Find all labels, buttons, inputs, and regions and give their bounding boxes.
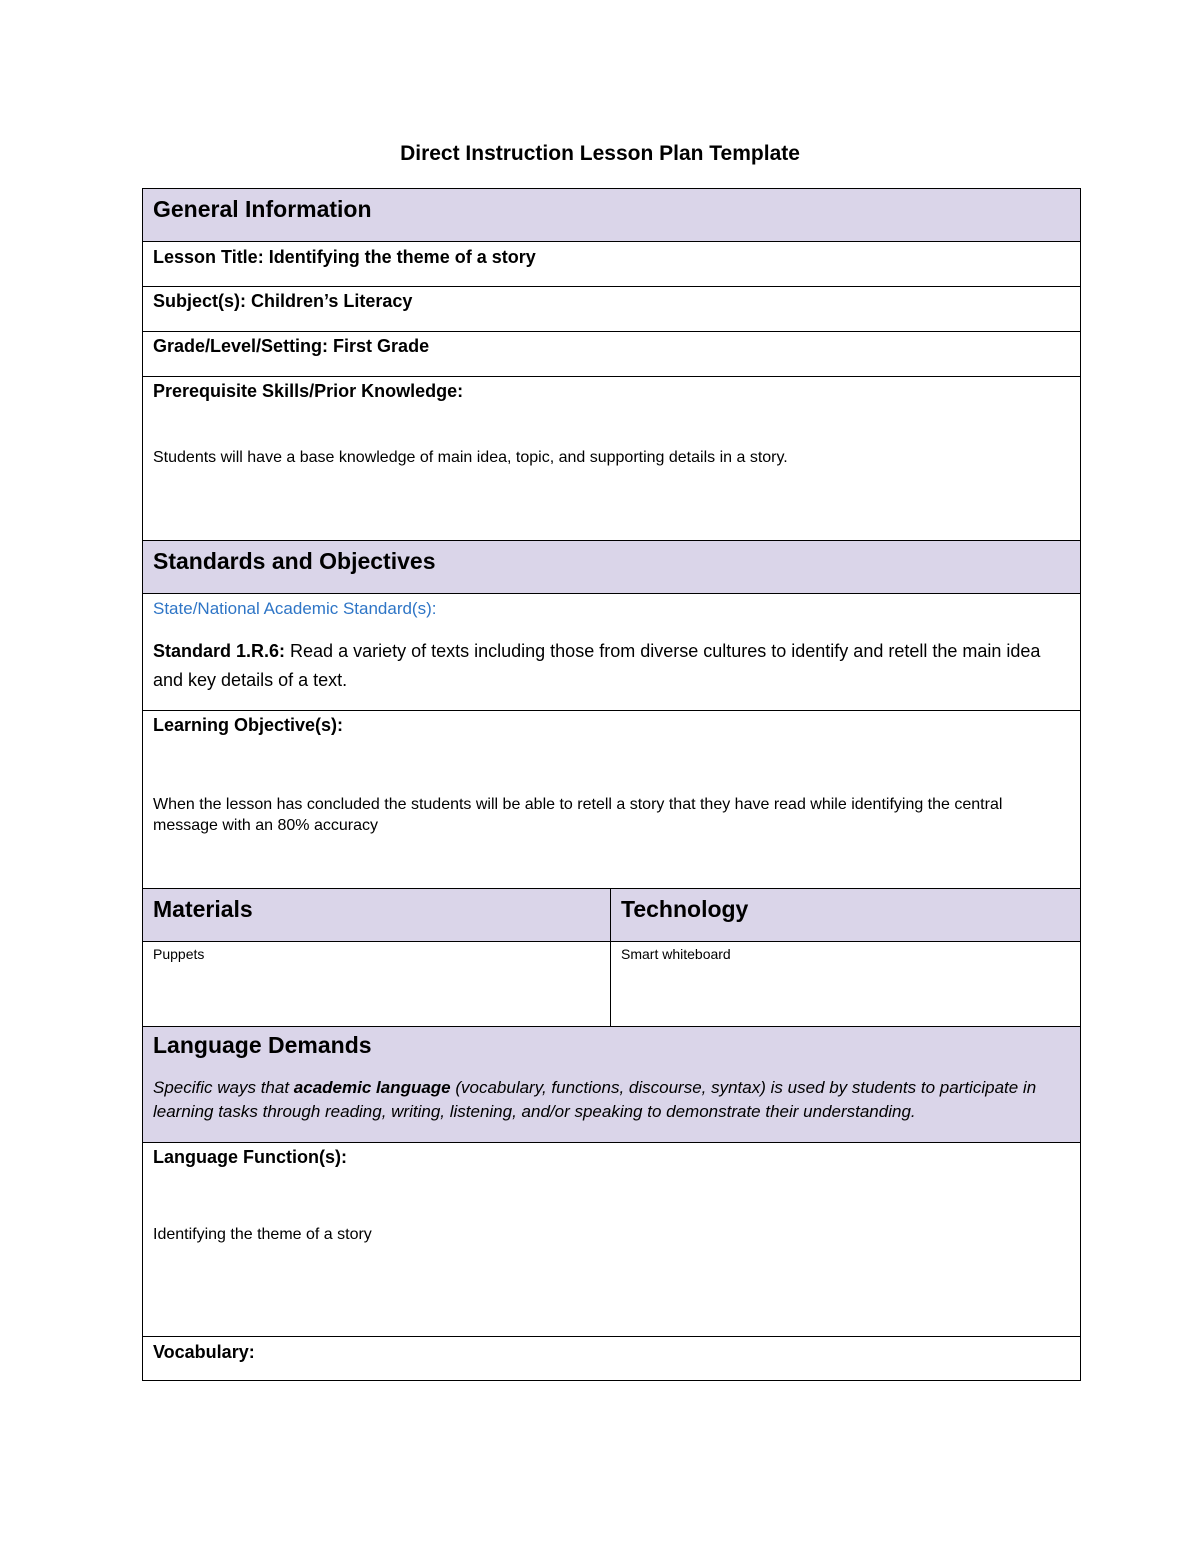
learning-objective-label: Learning Objective(s): <box>153 715 344 735</box>
resources-header-row <box>143 889 1080 942</box>
technology-header-cell <box>611 889 1080 941</box>
language-demands-title: Language Demands <box>153 1032 372 1058</box>
standard-statement <box>153 637 1068 695</box>
resources-content-row <box>143 942 1080 1027</box>
language-demands-header <box>143 1027 1080 1143</box>
learning-objective-text: When the lesson has concluded the students will be able to retell a story that they have read while identifying the central message with an 80% accuracy <box>153 796 1003 834</box>
technology-cell <box>611 942 1080 1026</box>
technology-text: Smart whiteboard <box>621 946 731 962</box>
lesson-title-row <box>143 242 1080 287</box>
lesson-plan-table <box>142 188 1081 1381</box>
materials-title: Materials <box>153 896 253 922</box>
description-start: Specific ways that <box>153 1078 294 1097</box>
academic-standard-label: State/National Academic Standard(s): <box>153 599 437 618</box>
materials-text: Puppets <box>153 946 205 962</box>
standard-code: Standard 1.R.6: <box>153 641 286 661</box>
academic-language-term: academic language <box>293 1078 451 1097</box>
lesson-title-label: Lesson Title: Identifying the theme of a story <box>153 247 536 267</box>
language-function-text: Identifying the theme of a story <box>153 1226 372 1243</box>
language-demands-description <box>153 1076 1068 1124</box>
materials-header-cell <box>143 889 611 941</box>
document-title: Direct Instruction Lesson Plan Template <box>400 142 800 165</box>
vocabulary-label: Vocabulary: <box>153 1342 255 1362</box>
description-end: (vocabulary, functions, discourse, syntax) is used by students to participate in learning tasks through reading, writing, listening, and/or speaking to demonstrate their understanding. <box>153 1078 1037 1121</box>
subjects-row <box>143 287 1080 332</box>
materials-cell <box>143 942 611 1026</box>
standard-text: Read a variety of texts including those from diverse cultures to identify and retell the main idea and key details of a text. <box>153 641 1041 690</box>
academic-standard-row <box>143 594 1080 711</box>
subjects-label: Subject(s): Children’s Literacy <box>153 291 413 311</box>
language-function-row <box>143 1143 1080 1337</box>
grade-label: Grade/Level/Setting: First Grade <box>153 336 430 356</box>
prerequisite-row <box>143 377 1080 541</box>
general-information-header <box>143 189 1080 242</box>
prerequisite-label: Prerequisite Skills/Prior Knowledge: <box>153 381 464 401</box>
language-function-label: Language Function(s): <box>153 1147 347 1167</box>
standards-objectives-title: Standards and Objectives <box>153 548 436 574</box>
technology-title: Technology <box>621 896 749 922</box>
learning-objective-row <box>143 711 1080 889</box>
general-information-title: General Information <box>153 196 372 222</box>
vocabulary-row <box>143 1337 1080 1380</box>
standards-objectives-header <box>143 541 1080 594</box>
prerequisite-text: Students will have a base knowledge of main idea, topic, and supporting details in a story. <box>153 449 788 466</box>
grade-row <box>143 332 1080 377</box>
